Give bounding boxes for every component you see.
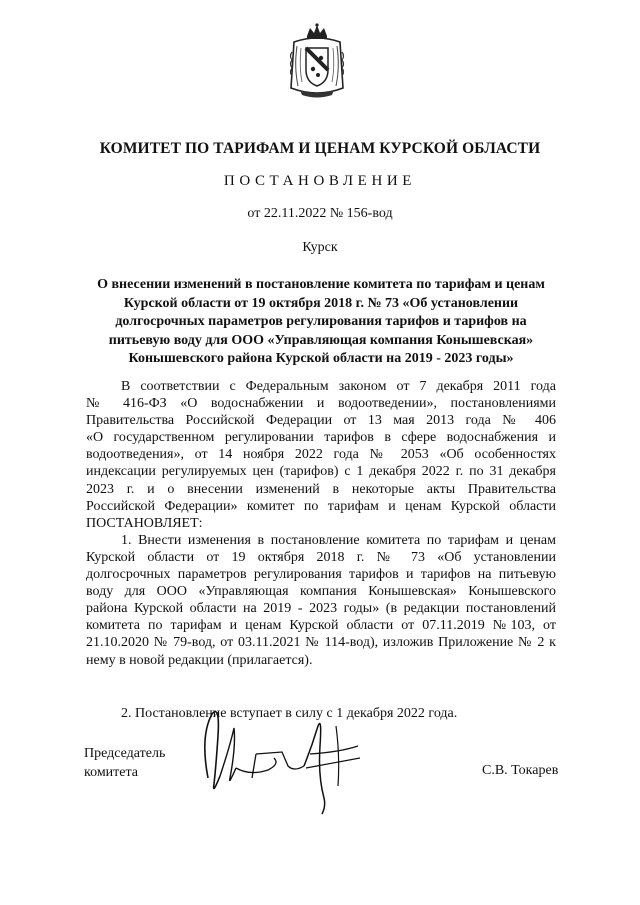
document-body (86, 378, 556, 669)
document-subject (86, 276, 556, 369)
body-line: 21.10.2020 № 79-вод, от 03.11.2021 № 114-вод), изложив Приложение № 2 к (86, 635, 556, 651)
body-line: Российской Федерации» комитет по тарифам и ценам Курской области (86, 498, 556, 514)
body-line: 2023 г. и о внесении изменений в некоторые акты Правительства (86, 481, 556, 497)
body-line: Курской области от 19 октября 2018 г. № 73 «Об установлении (86, 549, 556, 565)
body-line: В соответствии с Федеральным законом от 7 декабря 2011 года (121, 379, 556, 394)
body-line: водоотведения», от 14 ноября 2022 года № 2053 «Об особенностях (86, 447, 556, 463)
subject-line: О внесении изменений в постановление комитета по тарифам и ценам (97, 277, 545, 292)
clause-2: 2. Постановление вступает в силу с 1 декабря 2022 года. (121, 706, 458, 721)
body-line: 1. Внести изменения в постановление комитета по тарифам и ценам (121, 532, 556, 548)
subject-line: Конышевского района Курской области на 2019 - 2023 годы» (128, 351, 514, 366)
document-type: ПОСТАНОВЛЕНИЕ (223, 173, 417, 189)
date-number: от 22.11.2022 № 156-вод (247, 206, 393, 221)
signatory-position (84, 744, 165, 782)
body-line: Правительства Российской Федерации от 13 мая 2013 года № 406 (86, 413, 556, 429)
body-line: № 416-ФЗ «О водоснабжении и водоотведении», постановлениями (86, 396, 556, 412)
subject-line: долгосрочных параметров регулирования тарифов и тарифов на (115, 314, 527, 329)
subject-line: Курской области от 19 октября 2018 г. № 73 «Об установлении (123, 295, 519, 311)
committee-name: КОМИТЕТ ПО ТАРИФАМ И ЦЕНАМ КУРСКОЙ ОБЛАСТИ (99, 140, 541, 157)
position-line: Председатель (84, 746, 166, 761)
handwritten-signature (190, 706, 380, 816)
position-line: комитета (84, 765, 139, 780)
body-line: индексации регулируемых цен (тарифов) с 1 декабря 2022 г. по 31 декабря (86, 464, 556, 480)
subject-line: питьевую воду для ООО «Управляющая компания Конышевская» (108, 332, 534, 348)
body-line: района Курской области на 2019 - 2023 годы» (в редакции постановлений (86, 601, 556, 617)
body-line: ПОСТАНОВЛЯЕТ: (86, 515, 203, 531)
body-line: «О государственном регулировании тарифов в сфере водоснабжения и (86, 430, 556, 446)
signatory-name: С.В. Токарев (482, 763, 559, 778)
body-line: воду для ООО «Управляющая компания Конышевская» Конышевского (86, 584, 556, 600)
body-line: долгосрочных параметров регулирования тарифов и тарифов на питьевую (86, 567, 556, 583)
body-line: комитета по тарифам и ценам Курской области от 07.11.2019 №103, от (86, 618, 556, 634)
coat-of-arms-icon (288, 22, 346, 100)
body-line: нему в новой редакции (прилагается). (86, 652, 313, 668)
city-name: Курск (302, 240, 338, 255)
